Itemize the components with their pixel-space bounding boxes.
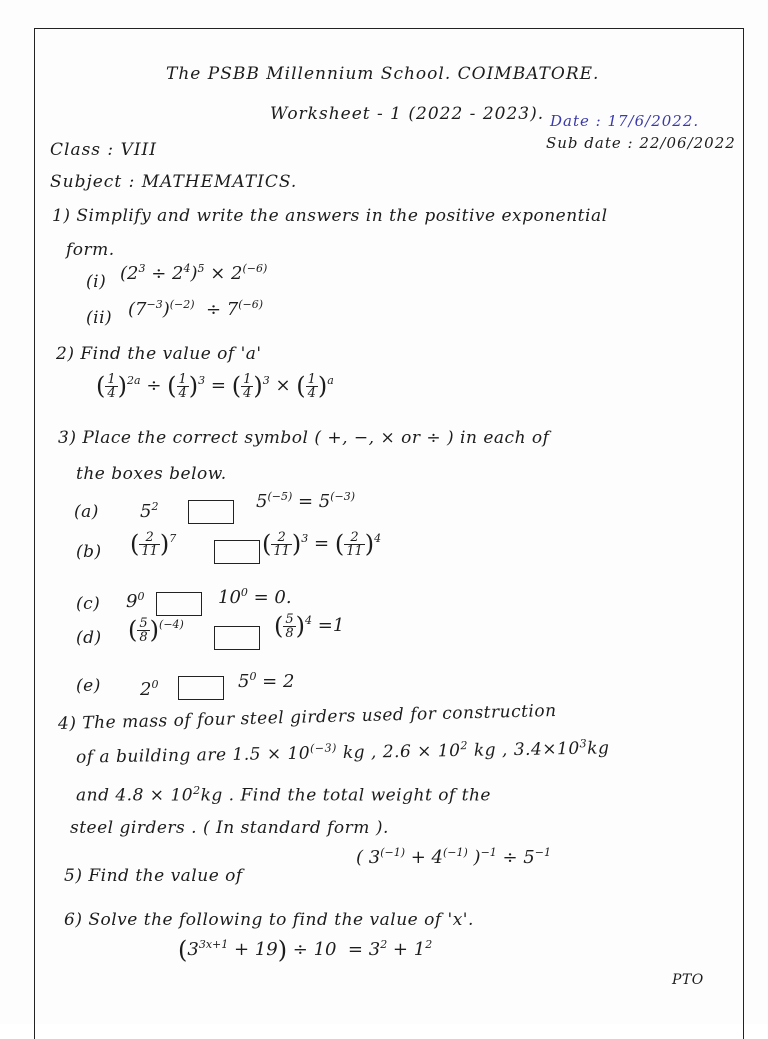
q3-e-answer-box[interactable] — [178, 676, 224, 700]
q3-d-label: (d) — [76, 628, 102, 648]
q3-e-left: $2^0$ — [140, 678, 159, 700]
q3-e-label: (e) — [76, 676, 101, 696]
question-1: 1) Simplify and write the answers in the positive exponential — [52, 206, 608, 226]
question-3: 3) Place the correct symbol ( +, −, × or ÷ ) in each of — [58, 428, 550, 448]
q1-part-i-label: (i) — [86, 272, 107, 292]
q1-part-ii-expression: $(7^{-3})^{(-2)} \div 7^{(-6)}$ — [128, 298, 264, 320]
q3-d-answer-box[interactable] — [214, 626, 260, 650]
submission-date: Sub date : 22/06/2022 — [546, 134, 736, 152]
question-1-cont: form. — [66, 240, 115, 260]
question-4-line-4: steel girders . ( In standard form ). — [70, 818, 389, 838]
question-3-cont: the boxes below. — [76, 464, 227, 484]
question-4: 4) The mass of four steel girders used for construction — [57, 700, 557, 734]
q3-a-label: (a) — [74, 502, 99, 522]
question-4-line-3: and $4.8 \times 10^2kg$ . Find the total weight of the — [76, 784, 491, 806]
q3-b-answer-box[interactable] — [214, 540, 260, 564]
q3-c-right: $10^0 = 0$. — [218, 586, 292, 608]
question-5: 5) Find the value of — [64, 866, 243, 886]
q3-e-right: $5^0 = 2$ — [238, 670, 295, 692]
subject-label: Subject : MATHEMATICS. — [50, 172, 298, 192]
q3-a-left: $5^2$ — [140, 500, 159, 522]
q3-d-left: ( $\frac{5}{8}$ )$^{(-4)}$ — [128, 615, 184, 645]
q3-c-left: $9^0$ — [126, 590, 145, 612]
page-turn-note: PTO — [672, 972, 704, 988]
q3-b-label: (b) — [76, 542, 102, 562]
q3-b-right: ( $\frac{2}{11}$ )$^3$ = ( $\frac{2}{11}$ )$^4$ — [262, 529, 382, 559]
class-label: Class : VIII — [50, 140, 157, 160]
q3-a-right: $5^{(-5)} = 5^{(-3)}$ — [256, 490, 356, 512]
q3-d-right: ( $\frac{5}{8}$ )$^4$ =1 — [274, 611, 345, 641]
q3-a-answer-box[interactable] — [188, 500, 234, 524]
q3-c-answer-box[interactable] — [156, 592, 202, 616]
q6-equation: $(3^{3x+1} + 19) \div 10 = 3^2 + 1^2$ — [178, 936, 433, 964]
question-2: 2) Find the value of 'a' — [56, 344, 262, 364]
worksheet-title: Worksheet - 1 (2022 - 2023). — [270, 104, 545, 124]
q1-part-ii-label: (ii) — [86, 308, 113, 328]
q3-b-left: ( $\frac{2}{11}$ )$^7$ — [130, 529, 177, 559]
question-4-line-2: of a building are $1.5 \times 10^{(-3)}$ kg , $2.6 \times 10^2$ kg , $3.4\times 10^3kg$ — [75, 737, 610, 768]
question-6: 6) Solve the following to find the value of 'x'. — [64, 910, 474, 930]
date: Date : 17/6/2022. — [550, 112, 700, 130]
school-name: The PSBB Millennium School. COIMBATORE. — [166, 64, 600, 84]
q1-part-i-expression: $(2^3 \div 2^4)^5 \times 2^{(-6)}$ — [120, 262, 268, 284]
q3-c-label: (c) — [76, 594, 101, 614]
q5-expression: ( $3^{(-1)} + 4^{(-1)}$ )$^{-1} \div 5^{-1}$ — [356, 846, 551, 868]
q2-equation: ( $\frac{1}{4}$ )$^{2a}$ ÷ ( $\frac{1}{4}$ )$^3$ = ( $\frac{1}{4}$ )$^3$ × ( $\frac{1}{4}$ )$^a$ — [96, 371, 334, 401]
